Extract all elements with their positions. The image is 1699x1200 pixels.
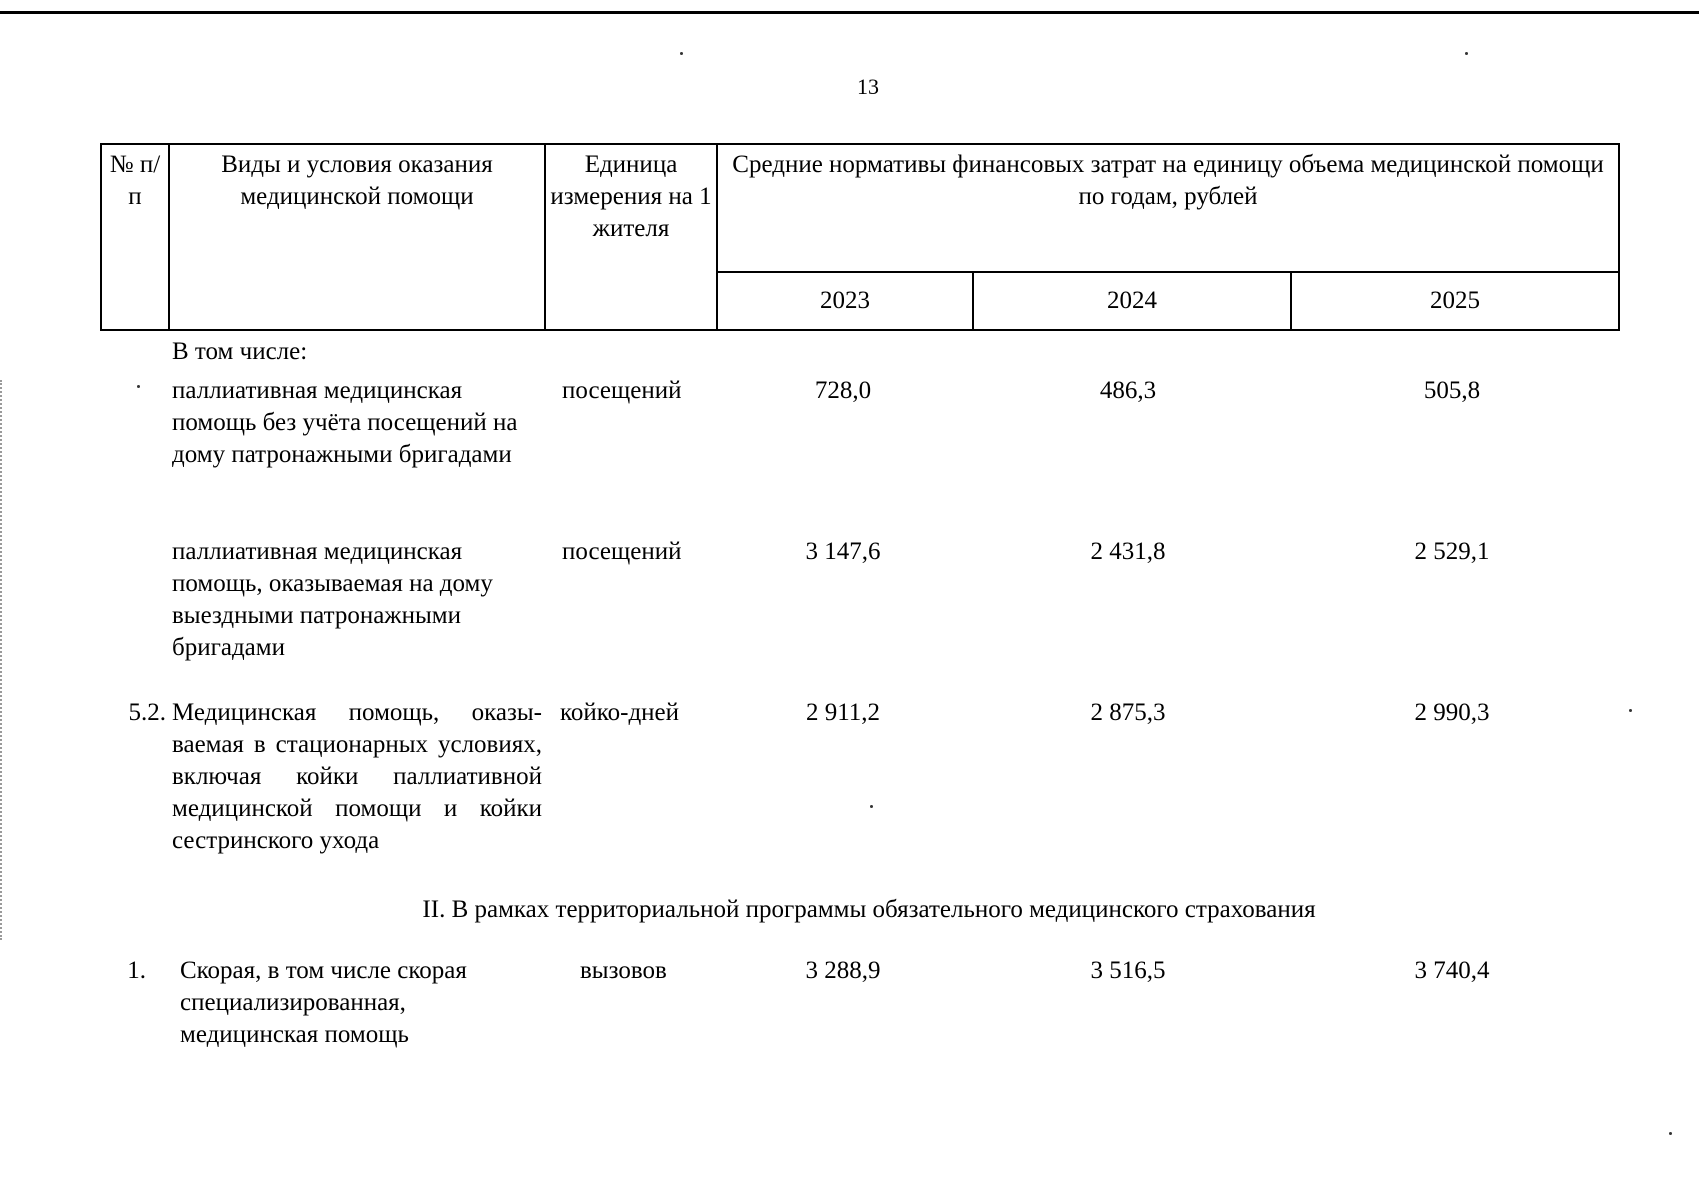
top-border-line (0, 11, 1699, 14)
row-num: 1. (127, 957, 146, 984)
header-unit: Единица измерения на 1 жителя (545, 144, 717, 330)
row-value-2025: 2 529,1 (1414, 538, 1490, 565)
row-value-2024: 2 431,8 (1090, 538, 1166, 565)
header-costs: Средние нормативы финансовых затрат на единицу объема медицинской помощи по годам, рублей (717, 144, 1619, 272)
header-year-2025: 2025 (1291, 272, 1619, 330)
row-value-2024: 486,3 (1099, 377, 1157, 404)
row-value-2023: 3 147,6 (805, 538, 881, 565)
row-type: паллиативная медицинская помощь без учёта посещений на дому патронажными бригадами (172, 377, 518, 468)
scan-speck (1669, 1132, 1672, 1135)
row-value-2023: 2 911,2 (805, 699, 881, 726)
row-type: Медицинская помощь, оказы-ваемая в стационарных условиях, включая койки паллиативной медицинской помощи и койки сестринского ухода (172, 699, 542, 854)
row-type: Скорая, в том числе скорая специализированная, медицинская помощь (180, 957, 467, 1048)
row-value-2023: 3 288,9 (805, 957, 881, 984)
row-subheading: В том числе: (172, 338, 308, 365)
row-unit: койко-дней (560, 699, 680, 726)
header-year-2024: 2024 (973, 272, 1291, 330)
row-type: паллиативная медицинская помощь, оказываемая на дому выездными патронажными бригадами (172, 538, 493, 661)
section-title: II. В рамках территориальной программы обязательного медицинского страхования (422, 896, 1316, 923)
row-value-2023: 728,0 (814, 377, 872, 404)
row-value-2024: 3 516,5 (1090, 957, 1166, 984)
scan-speck (680, 52, 683, 55)
row-unit: посещений (562, 377, 682, 404)
page-number: 13 (857, 74, 879, 99)
scan-speck (1465, 52, 1468, 55)
scan-speck (870, 805, 873, 808)
row-num: 5.2. (128, 699, 166, 726)
scan-speck (137, 385, 140, 388)
table-header (100, 143, 1620, 331)
row-value-2025: 2 990,3 (1414, 699, 1490, 726)
scan-speck (1629, 709, 1632, 712)
row-value-2024: 2 875,3 (1090, 699, 1166, 726)
row-value-2025: 505,8 (1423, 377, 1481, 404)
row-unit: вызовов (580, 957, 667, 984)
row-value-2025: 3 740,4 (1414, 957, 1490, 984)
row-unit: посещений (562, 538, 682, 565)
header-num: № п/п (101, 144, 169, 330)
scan-edge-artifact (0, 380, 4, 940)
header-type: Виды и условия оказания медицинской помощи (169, 144, 545, 330)
header-year-2023: 2023 (717, 272, 973, 330)
